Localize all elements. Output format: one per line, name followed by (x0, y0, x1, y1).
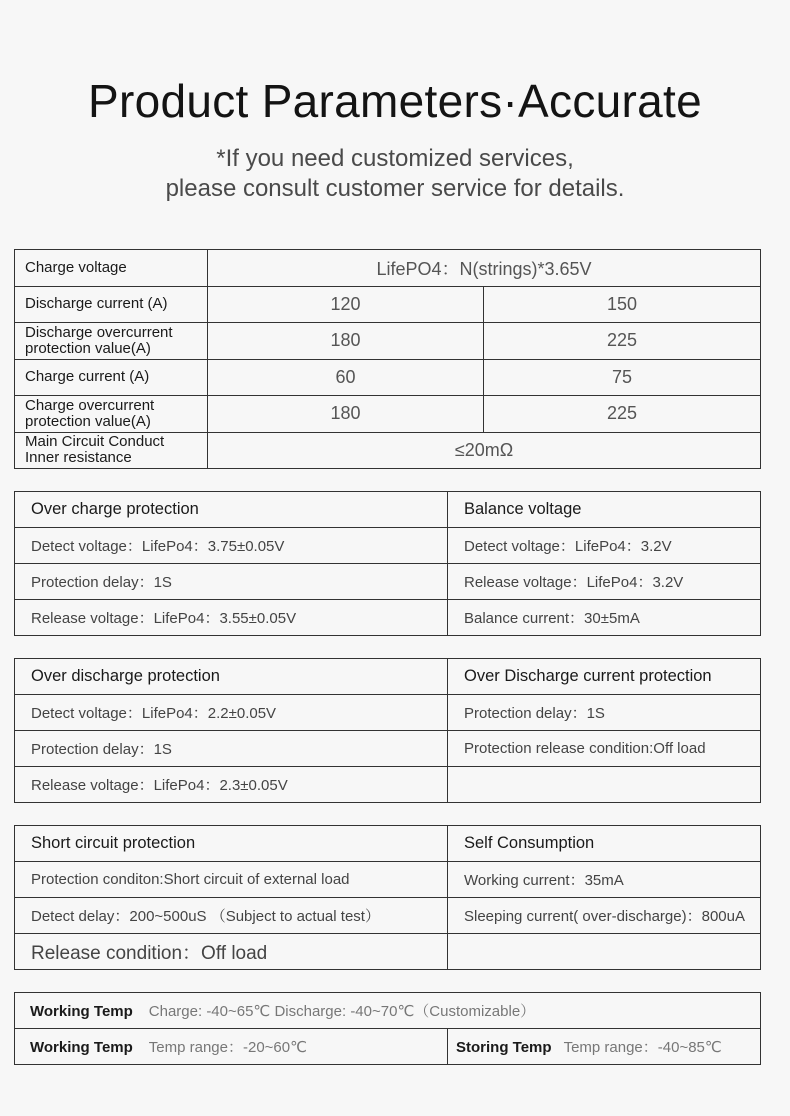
spec-value: 150 (484, 286, 761, 323)
spec-row-charge-voltage (15, 250, 761, 287)
table-row (15, 898, 761, 934)
table-header-row (15, 492, 761, 528)
spec-value: ≤20mΩ (208, 432, 761, 469)
table-cell (448, 767, 761, 803)
spec-value: 225 (484, 396, 761, 433)
table-row (15, 731, 761, 767)
spec-label (15, 396, 208, 433)
table-row (15, 767, 761, 803)
working-temp-value: Charge: -40~65℃ Discharge: -40~70℃（Customizable） (148, 1003, 536, 1020)
table-row (15, 934, 761, 970)
storing-temp-label: Storing Temp (456, 1039, 552, 1056)
table-cell: Release voltage：LifePo4：2.3±0.05V (15, 767, 448, 803)
table-row (15, 695, 761, 731)
table-row (15, 564, 761, 600)
spec-label (15, 432, 208, 469)
page-title: Product Parameters·Accurate (87, 75, 702, 127)
spec-label-line: Charge overcurrent (25, 396, 155, 414)
spec-row-charge-overcurrent (15, 396, 761, 433)
table-header-row (15, 659, 761, 695)
table-cell: Detect voltage：LifePo4：2.2±0.05V (15, 695, 448, 731)
table-cell: Detect voltage：LifePo4：3.2V (448, 528, 761, 564)
spec-row-discharge-current (15, 286, 761, 323)
page-subtitle (0, 144, 790, 204)
table-row (15, 600, 761, 636)
table-cell: Protection delay：1S (15, 564, 448, 600)
spec-label-line: protection value(A) (25, 412, 151, 430)
table-row (15, 862, 761, 898)
over-discharge-title: Over discharge protection (15, 659, 448, 695)
spec-label-line: Main Circuit Conduct (25, 433, 165, 451)
table-cell (448, 934, 761, 970)
working-temp-label: Working Temp (30, 1039, 133, 1056)
spec-value: 180 (208, 396, 484, 433)
spec-label: Discharge current (A) (15, 286, 208, 323)
spec-label: Charge voltage (15, 250, 208, 287)
table-cell: Release voltage：LifePo4：3.2V (448, 564, 761, 600)
subtitle-line-1: *If you need customized services, (216, 145, 574, 172)
table-cell: Sleeping current( over-discharge)：800uA (448, 898, 761, 934)
spec-value: LifePO4：N(strings)*3.65V (208, 250, 761, 287)
storing-temp-value: Temp range：-40~85℃ (563, 1039, 722, 1056)
table-header-row (15, 826, 761, 862)
table-cell: Protection conditon:Short circuit of external load (15, 862, 448, 898)
over-charge-balance-table (14, 491, 761, 636)
spec-label: Charge current (A) (15, 359, 208, 396)
working-temp-range-value: Temp range：-20~60℃ (148, 1039, 307, 1056)
spec-label-line: Discharge overcurrent (25, 323, 173, 341)
short-circuit-table (14, 825, 761, 970)
spec-row-inner-resistance (15, 432, 761, 469)
spec-label-line: Inner resistance (25, 449, 132, 467)
table-cell: Release voltage：LifePo4：3.55±0.05V (15, 600, 448, 636)
spec-value: 225 (484, 323, 761, 360)
table-cell: Protection delay：1S (448, 695, 761, 731)
table-cell: Protection release condition:Off load (448, 731, 761, 767)
spec-label (15, 323, 208, 360)
working-temp-label: Working Temp (30, 1003, 133, 1020)
spec-value: 75 (484, 359, 761, 396)
discharge-current-protection-title: Over Discharge current protection (448, 659, 761, 695)
subtitle-line-2: please consult customer service for details. (165, 175, 625, 202)
table-cell: Protection delay：1S (15, 731, 448, 767)
spec-row-charge-current (15, 359, 761, 396)
storing-temp-cell (448, 1029, 761, 1065)
spec-value: 120 (208, 286, 484, 323)
table-row (15, 993, 761, 1029)
table-row (15, 1029, 761, 1065)
table-cell: Detect voltage：LifePo4：3.75±0.05V (15, 528, 448, 564)
short-circuit-title: Short circuit protection (15, 826, 448, 862)
self-consumption-title: Self Consumption (448, 826, 761, 862)
spec-label-line: protection value(A) (25, 339, 151, 357)
table-cell: Detect delay：200~500uS （Subject to actual test） (15, 898, 448, 934)
balance-title: Balance voltage (448, 492, 761, 528)
working-temp-range-cell (15, 1029, 448, 1065)
spec-table (14, 249, 761, 469)
temperature-table (14, 992, 761, 1065)
table-cell: Release condition：Off load (15, 934, 448, 970)
over-discharge-table (14, 658, 761, 803)
spec-row-discharge-overcurrent (15, 323, 761, 360)
spec-value: 60 (208, 359, 484, 396)
table-row (15, 528, 761, 564)
working-temp-cell (15, 993, 761, 1029)
table-cell: Working current：35mA (448, 862, 761, 898)
table-cell: Balance current：30±5mA (448, 600, 761, 636)
spec-value: 180 (208, 323, 484, 360)
over-charge-title: Over charge protection (15, 492, 448, 528)
